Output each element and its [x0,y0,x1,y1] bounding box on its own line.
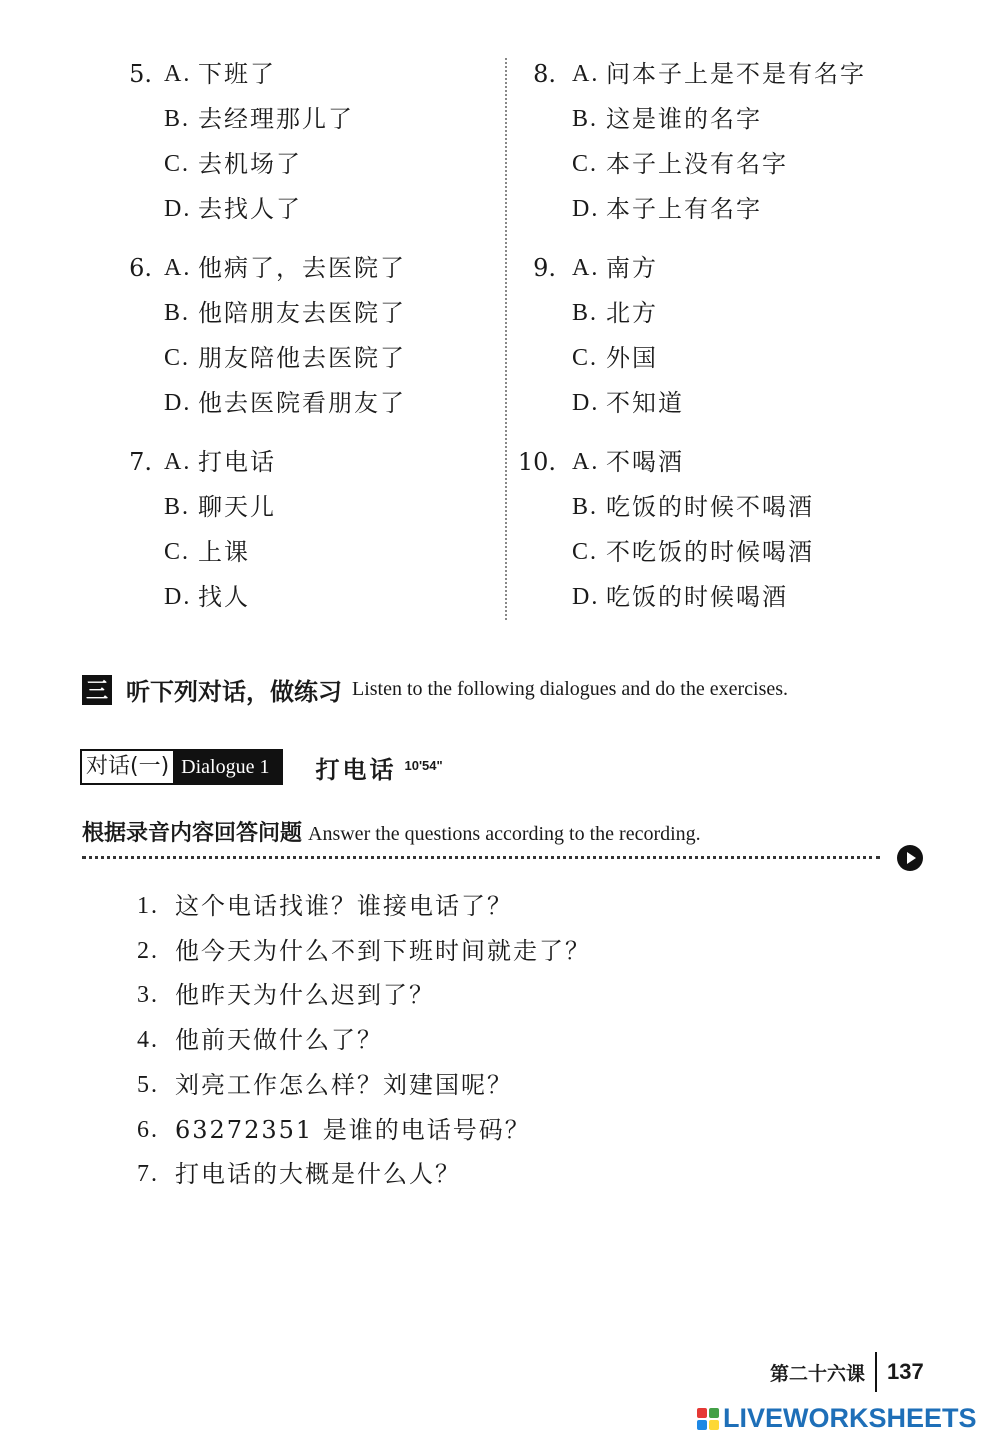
instruction-zh: 根据录音内容回答问题 [82,821,303,846]
question-5 [122,52,492,232]
option-6c: C. 朋友陪他去医院了 [164,344,406,372]
question-number: 5. [129,60,152,88]
question-number: 7. [129,448,152,476]
instruction [82,816,701,847]
option-5d: D. 去找人了 [164,195,302,223]
question-9 [516,246,956,426]
section-title-en: Listen to the following dialogues and do the exercises. [352,678,789,700]
option-10c: C. 不吃饭的时候喝酒 [572,538,814,566]
question-8 [516,52,956,232]
option-5a: A. 下班了 [164,60,276,88]
option-7d: D. 找人 [164,583,250,611]
list-item: 5. 刘亮工作怎么样？刘建国呢？ [137,1070,513,1099]
option-7c: C. 上课 [164,538,250,566]
instruction-en: Answer the questions according to the recording. [308,823,701,845]
dialogue-label [80,749,283,785]
footer-divider [875,1352,877,1392]
option-5b: B. 去经理那儿了 [164,105,354,133]
question-number: 6. [129,254,152,282]
option-6b: B. 他陪朋友去医院了 [164,299,406,327]
page-number: 137 [887,1359,924,1384]
dialogue-heading [80,749,443,785]
liveworksheets-watermark [697,1403,977,1434]
option-6a: A. 他病了，去医院了 [164,254,406,282]
audio-timestamp: 10'54" [404,757,443,773]
option-8d: D. 本子上有名字 [572,195,762,223]
option-7b: B. 聊天儿 [164,493,276,521]
section-heading [82,672,788,707]
option-9c: C. 外国 [572,344,658,372]
option-9d: D. 不知道 [572,389,684,417]
option-5c: C. 去机场了 [164,150,302,178]
column-divider [505,58,507,620]
dotted-separator [82,856,880,859]
option-8a: A. 问本子上是不是有名字 [572,60,866,88]
option-10b: B. 吃饭的时候不喝酒 [572,493,814,521]
question-number: 10. [517,448,556,476]
list-item: 7. 打电话的大概是什么人？ [137,1160,461,1189]
option-7a: A. 打电话 [164,448,276,476]
question-list [137,884,591,1197]
list-item: 1. 这个电话找谁？谁接电话了？ [137,892,513,920]
choices-right-column [516,52,956,634]
list-item: 2. 他今天为什么不到下班时间就走了？ [137,936,591,965]
choices-left-column [122,52,492,634]
option-10d: D. 吃饭的时候喝酒 [572,583,788,611]
option-8c: C. 本子上没有名字 [572,150,788,178]
dialogue-label-en: Dialogue 1 [173,751,281,783]
option-10a: A. 不喝酒 [572,448,684,476]
option-9a: A. 南方 [572,254,658,282]
question-6 [122,246,492,426]
list-item: 6. 63272351 是谁的电话号码？ [137,1115,531,1144]
dialogue-label-zh: 对话(一) [86,754,170,779]
section-title-zh: 听下列对话，做练习 [126,678,342,706]
option-9b: B. 北方 [572,299,658,327]
option-8b: B. 这是谁的名字 [572,105,762,133]
question-10 [516,440,956,620]
lesson-label: 第二十六课 [770,1362,866,1385]
liveworksheets-logo-icon [697,1408,719,1430]
dialogue-title: 打电话 [315,754,397,784]
question-number: 8. [533,60,556,88]
play-audio-icon[interactable] [897,845,923,871]
question-7 [122,440,492,620]
question-number: 9. [533,254,556,282]
list-item: 3. 他昨天为什么迟到了？ [137,981,435,1010]
page-footer [770,1352,924,1392]
brand-name: LIVEWORKSHEETS [723,1403,977,1433]
option-6d: D. 他去医院看朋友了 [164,389,406,417]
list-item: 4. 他前天做什么了？ [137,1026,383,1055]
section-number-badge: 三 [82,675,112,705]
